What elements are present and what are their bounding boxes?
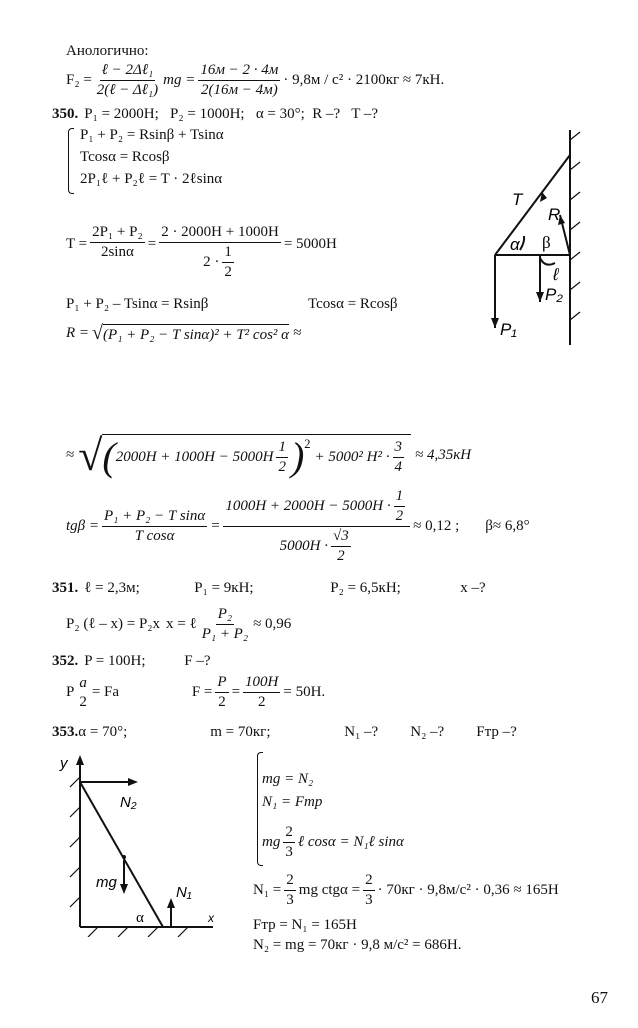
given: m = 70кг;	[210, 724, 271, 740]
fraction	[223, 488, 410, 565]
given: P₁ = 9кН;	[194, 580, 254, 596]
given: α = 70°;	[78, 724, 128, 740]
numerator	[223, 488, 410, 527]
label-beta: β	[542, 233, 551, 252]
term: F =	[191, 684, 213, 700]
system-line	[262, 824, 404, 861]
denominator: 2sinα	[100, 244, 134, 260]
label-mg: mg	[96, 874, 117, 891]
denominator: 3	[286, 892, 294, 908]
numerator: 2 · 2000Н + 1000Н	[159, 224, 281, 243]
numerator: 1	[276, 439, 288, 458]
term: N₁ =	[253, 882, 282, 898]
numerator: 1	[222, 244, 234, 263]
fraction	[393, 439, 405, 476]
numerator: 2	[284, 872, 296, 891]
term: = Fa	[91, 684, 120, 700]
fraction	[198, 62, 280, 99]
fraction	[159, 224, 281, 281]
den-text: 5000H ·	[279, 538, 329, 554]
denominator: T cosα	[134, 528, 175, 544]
radicand: ( 2000H + 1000H − 5000H $\frac{1}{2}$ ) $^2$ + 5000² H² · $\frac{3}{4}$	[102, 434, 411, 477]
denominator: 3	[365, 892, 373, 908]
approx: ≈	[293, 325, 302, 341]
label-N2: N₂	[120, 794, 137, 811]
numerator: 1	[394, 488, 406, 507]
denominator: 2	[79, 693, 87, 710]
x-result: ≈ 0,96	[253, 616, 292, 632]
f-formula	[66, 674, 325, 711]
problem-number: 350.	[52, 106, 79, 122]
fraction	[283, 824, 295, 861]
system-line: P₁ + P₂ = Rsinβ + Tsinα	[80, 127, 224, 143]
denominator: 3	[285, 844, 293, 860]
system-line: Tcosα = Rcosβ	[80, 149, 170, 165]
t-formula	[66, 224, 337, 281]
num-text: 1000H + 2000H − 5000H ·	[225, 498, 391, 514]
fraction	[276, 439, 288, 476]
denominator: 2	[337, 548, 345, 564]
numerator: P₁ + P₂ − T sinα	[102, 508, 207, 527]
axis-y-label: y	[60, 755, 68, 772]
x-lhs: x = ℓ	[166, 616, 197, 632]
moment-equation: P₂ (ℓ – x) = P₂x	[66, 616, 161, 632]
term: 2000H + 1000H − 5000H	[115, 448, 274, 465]
page-number: 67	[591, 988, 608, 1007]
fraction	[222, 244, 234, 281]
label-l: ℓ	[553, 265, 559, 284]
axis-x-label: x	[208, 911, 214, 925]
fraction	[77, 675, 89, 711]
label-P2: P₂	[545, 285, 563, 304]
intro-text: Анологично:	[66, 43, 149, 59]
numerator: 3	[393, 439, 405, 458]
unknown: N₁ –?	[344, 724, 379, 740]
problem-351-header	[52, 580, 486, 597]
n1-result: · 70кг · 9,8м/с² · 0,36 ≈ 165Н	[377, 882, 559, 898]
fraction	[90, 224, 145, 261]
numerator: 16м − 2 · 4м	[198, 62, 280, 81]
denominator	[278, 527, 356, 565]
tg-lhs: tgβ =	[66, 518, 100, 534]
given: P₂ = 6,5кН;	[330, 580, 401, 596]
term: mg	[262, 834, 281, 850]
given: P = 100Н;	[84, 653, 146, 669]
beta-result: β≈ 6,8°	[485, 518, 530, 534]
system-brace	[68, 128, 74, 194]
t-lhs: T =	[66, 236, 88, 252]
den-text: 2 ·	[203, 254, 220, 270]
numerator: √3	[331, 528, 351, 547]
label-alpha: α	[510, 235, 520, 254]
numerator: 2	[363, 872, 375, 891]
equation-cos: Tcosα = Rcosβ	[308, 296, 398, 312]
tg-result: ≈ 0,12 ;	[413, 518, 460, 534]
denominator: 2(ℓ − Δℓ₁)	[96, 82, 159, 98]
fraction	[243, 674, 280, 711]
problem-353-diagram	[58, 752, 228, 937]
n2-result: N₂ = mg = 70кг · 9,8 м/с² = 686Н.	[253, 937, 462, 953]
r-numeric-formula: ≈ √ ( 2000H + 1000H − 5000H $\frac{1}{2}$ ) $^2$ + 5000² H² · $\frac{3}{4}$ ≈ 4,35кН	[66, 431, 472, 480]
approx: ≈	[66, 447, 75, 463]
label-R: R	[548, 205, 561, 224]
t-result: = 5000Н	[283, 236, 337, 252]
fraction	[363, 872, 375, 909]
numerator: 2	[283, 824, 295, 843]
given: P₁ = 2000Н; P₂ = 1000Н; α = 30°; R –? T –?	[84, 106, 378, 122]
fraction	[200, 606, 250, 643]
problem-number: 353.	[52, 724, 79, 740]
equals: =	[147, 236, 157, 252]
term: P	[66, 684, 75, 700]
numerator: P	[215, 674, 228, 693]
label-alpha: α	[136, 910, 144, 926]
radicand: (P₁ + P₂ − T sinα)² + T² cos² α	[103, 324, 289, 344]
fraction	[331, 528, 351, 565]
denominator: 2(16м − 4м)	[200, 82, 278, 98]
numerator: a	[79, 674, 87, 691]
n1-formula	[253, 872, 559, 909]
fraction	[284, 872, 296, 909]
denominator: P₁ + P₂	[201, 626, 249, 642]
denominator: 2	[224, 264, 232, 280]
term: + 5000² H² ·	[314, 448, 390, 465]
friction-result: Fтр = N₁ = 165Н	[253, 917, 357, 933]
problem-number: 351.	[52, 580, 79, 596]
equals: =	[231, 684, 241, 700]
denominator: 2	[218, 694, 226, 710]
problem-350-diagram	[460, 130, 590, 350]
f2-lhs: F₂ =	[66, 72, 92, 88]
label-P1: P₁	[500, 320, 517, 339]
r-lhs: R =	[66, 325, 90, 341]
f2-formula	[66, 62, 444, 99]
tg-formula	[66, 488, 530, 565]
f2-mid: mg =	[163, 72, 196, 88]
label-T: T	[512, 190, 523, 209]
fraction	[102, 508, 207, 545]
given: ℓ = 2,3м;	[84, 580, 140, 596]
fraction	[215, 674, 228, 711]
problem-352-header	[52, 653, 211, 670]
equation-sin: P₁ + P₂ – Tsinα = Rsinβ	[66, 296, 209, 312]
f2-rhs: · 9,8м / с² · 2100кг ≈ 7кН.	[283, 72, 445, 88]
unknown: x –?	[460, 580, 486, 596]
problem-number: 352.	[52, 653, 79, 669]
denominator: 2	[257, 694, 266, 710]
equals: =	[210, 518, 221, 534]
r-formula: R = √ (P₁ + P₂ − T sinα)² + T² cos² α ≈	[66, 322, 302, 344]
denominator: 4	[394, 458, 402, 475]
system-line: N₁ = Fтр	[262, 794, 323, 810]
term: mg ctgα =	[298, 882, 361, 898]
f-result: = 50Н.	[283, 684, 326, 700]
numerator: ℓ − 2Δℓ₁	[100, 62, 156, 81]
unknown: N₂ –?	[410, 724, 445, 740]
unknown: F –?	[184, 653, 211, 669]
x-formula	[66, 606, 291, 643]
denominator	[201, 243, 239, 281]
fraction	[95, 62, 160, 99]
problem-353-header	[52, 724, 517, 741]
label-N1: N₁	[176, 884, 192, 901]
denominator: 2	[395, 508, 404, 524]
numerator: 100H	[243, 674, 280, 693]
r-result: ≈ 4,35кН	[415, 447, 472, 463]
system-line: 2P₁ℓ + P₂ℓ = T · 2ℓsinα	[80, 171, 223, 187]
denominator: 2	[278, 458, 286, 475]
system-line: mg = N₂	[262, 771, 314, 787]
term: ℓ cosα = N₁ℓ sinα	[297, 834, 404, 850]
unknown: Fтр –?	[476, 724, 517, 740]
problem-350-header	[52, 106, 378, 123]
numerator: 2P₁ + P₂	[90, 224, 145, 243]
fraction	[394, 488, 406, 525]
numerator: P₂	[216, 606, 234, 625]
